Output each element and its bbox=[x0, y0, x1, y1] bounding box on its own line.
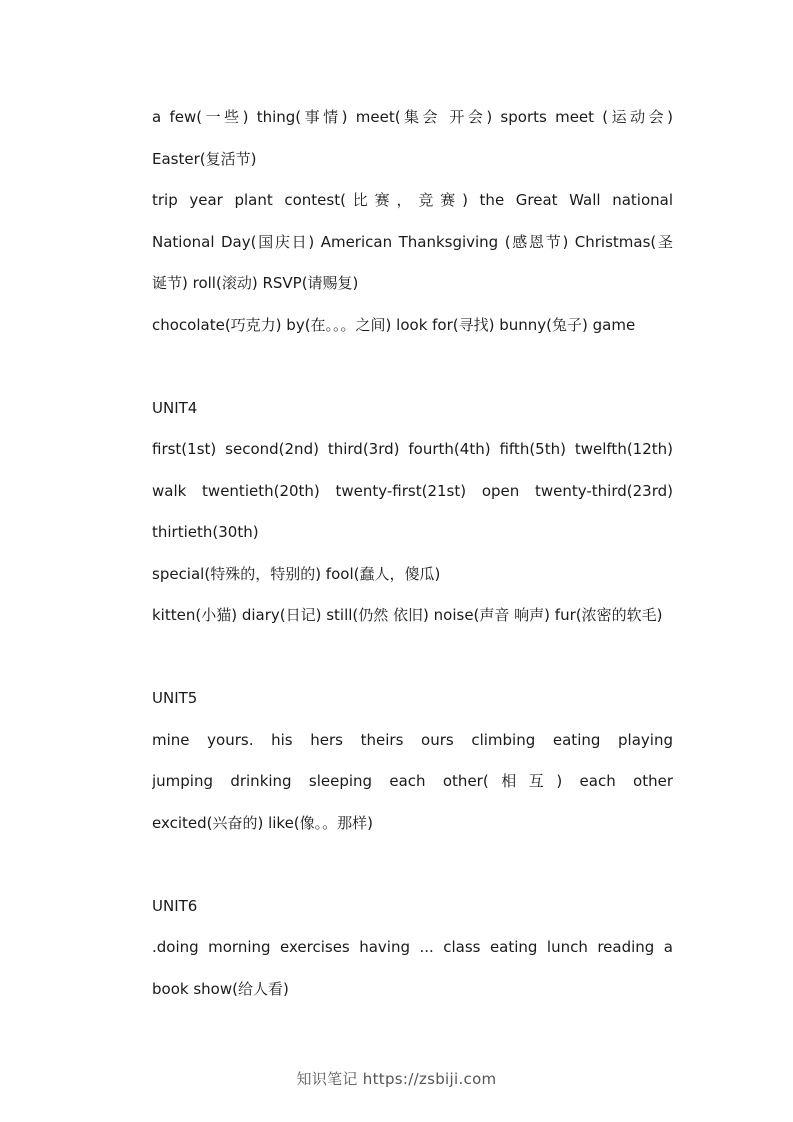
vocab-line: .doing morning exercises having ... class eating lunch reading a bbox=[152, 938, 673, 956]
footer-watermark: 知识笔记 https://zsbiji.com bbox=[296, 1070, 497, 1088]
spacer bbox=[152, 346, 673, 388]
unit5-heading: UNIT5 bbox=[152, 689, 198, 707]
vocab-line: a few(一些) thing(事情) meet(集会 开会) sports meet (运动会) bbox=[152, 108, 673, 126]
vocab-line: National Day(国庆日) American Thanksgiving (感恩节) Christmas(圣 bbox=[152, 232, 673, 251]
vocab-line: book show(给人看) bbox=[152, 979, 289, 998]
vocab-line: chocolate(巧克力) by(在。。。之间) look for(寻找) bunny(兔子) game bbox=[152, 315, 636, 334]
unit4-heading: UNIT4 bbox=[152, 398, 198, 417]
vocab-line: mine yours. his hers theirs ours climbing eating playing bbox=[152, 730, 673, 749]
vocab-line: first(1st) second(2nd) third(3rd) fourth(4th) fifth(5th) twelfth(12th) bbox=[152, 440, 673, 458]
spacer bbox=[152, 637, 673, 679]
vocab-line: walk twentieth(20th) twenty-first(21st) open twenty-third(23rd) bbox=[152, 481, 673, 500]
spacer bbox=[152, 844, 673, 886]
vocab-line: special(特殊的，特别的) fool(蠢人，傻瓜) bbox=[152, 564, 441, 583]
vocab-line: 诞节) roll(滚动) RSVP(请赐复) bbox=[152, 274, 359, 292]
vocab-line: excited(兴奋的) like(像。。那样) bbox=[152, 813, 374, 832]
vocab-line: thirtieth(30th) bbox=[152, 523, 259, 541]
vocab-line: kitten(小猫) diary(日记) still(仍然 依旧) noise(声音 响声) fur(浓密的软毛) bbox=[152, 606, 663, 624]
vocab-line: trip year plant contest(比赛，竞赛) the Great Wall national bbox=[152, 191, 673, 209]
vocab-line: jumping drinking sleeping each other(相互) each other bbox=[152, 772, 673, 790]
unit6-heading: UNIT6 bbox=[152, 896, 198, 915]
vocab-line: Easter(复活节) bbox=[152, 149, 257, 168]
document-body bbox=[152, 97, 673, 1010]
